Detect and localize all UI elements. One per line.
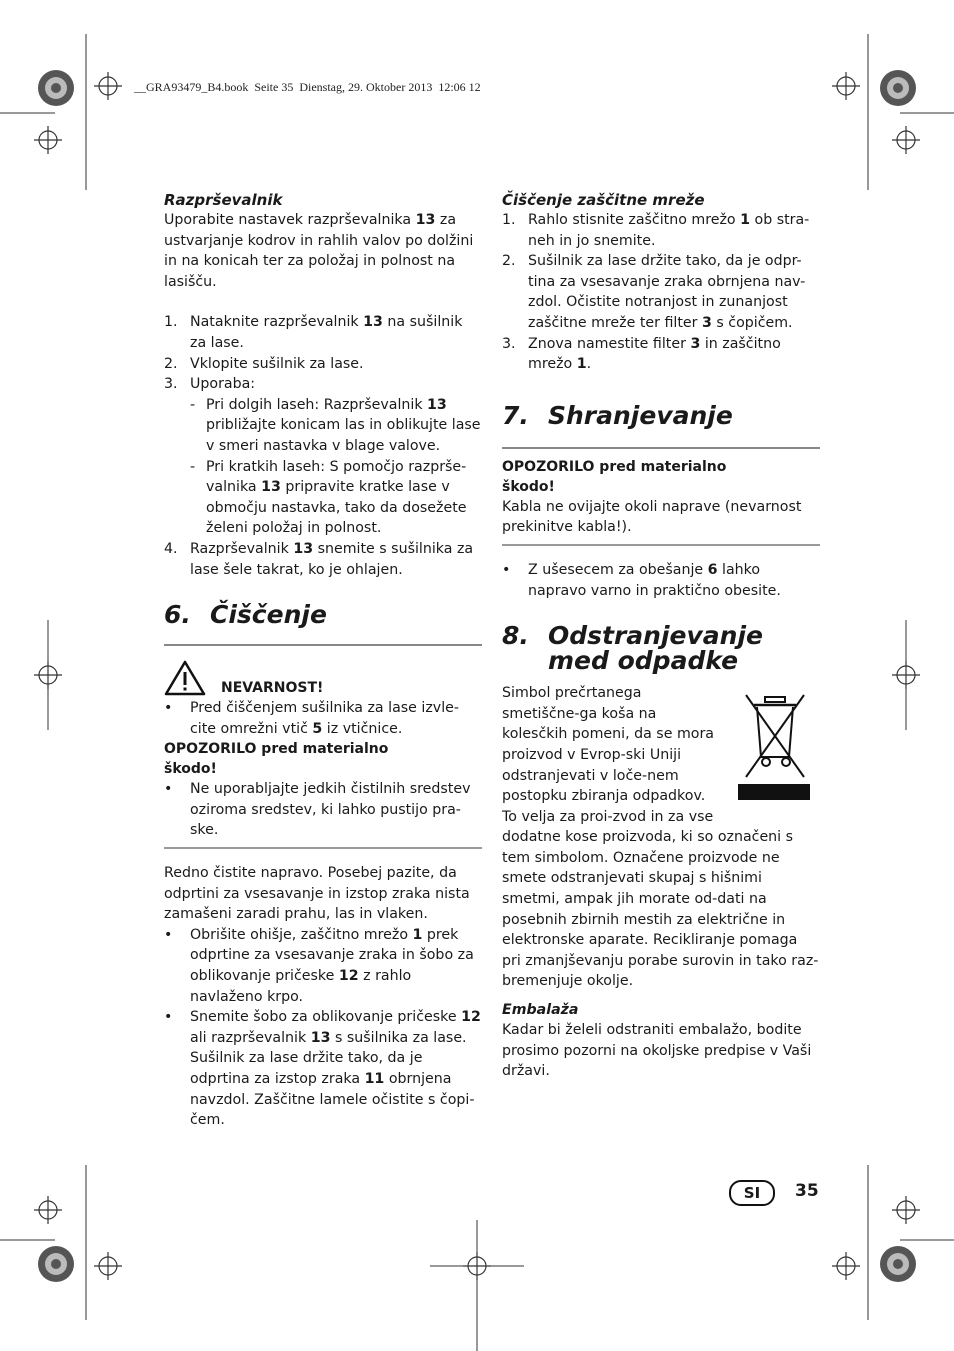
list-item: 3. Uporaba: [164,376,256,393]
list-item: 1. Nataknite razprševalnik 13 na sušilnik za lase. [164,314,463,351]
list-item: 2. Sušilnik za lase držite tako, da je odpr-tina za vsesavanje zraka obrnjena nav-zdol. Očistite notranjost in zunanjost zaščitne mreže ter filter 3 s čopičem. [502,253,806,331]
left-column [164,190,482,1131]
list-item: • Pred čiščenjem sušilnika za lase izvle-cite omrežni vtič 5 iz vtičnice. [164,700,459,737]
disposal-block [502,683,820,992]
razprsevalnik-steps [164,312,482,394]
mesh-steps [502,210,820,375]
packaging-title: Embalaža [502,1002,579,1019]
disposal-text: Simbol prečrtanega smetiščne-ga koša na kolesčkih pomeni, da se mora proizvod v Evrop-ski Uniji odstranjevati v loče-nem postopku zbiranja odpadkov. To velja za proi-zvod in za vse dodatne kose proizvoda, ki so označeni s tem simbolom. Označene proizvode ne smete odstranjevati skupaj s hišnimi smetmi, ampak jih morate od-dati na posebnih zbirnih mestih za električne in elektronske aparate. Recikliranje pomaga pri zmanjševanju porabe surovin in tako raz-bremenjuje okolje. [502,685,819,990]
caution-title: OPOZORILO pred materialno škodo! [502,458,727,495]
warning-triangle-icon [164,660,206,696]
crossed-bin-icon [730,685,820,810]
cleaning-intro: Redno čistite napravo. Posebej pazite, da odprtini za vsesavanje in izstop zraka nista zamašeni zaradi prahu, las in vlaken. [164,865,470,923]
list-item: • Ne uporabljajte jedkih čistilnih sredstev oziroma sredstev, ki lahko pustijo pra-ske. [164,781,471,839]
list-item: • Z ušesecem za obešanje 6 lahko napravo varno in praktično obesite. [502,561,781,599]
print-header: __GRA93479_B4.book Seite 35 Dienstag, 29. Oktober 2013 12:06 12 [134,80,481,94]
list-item: • Snemite šobo za oblikovanje pričeske 12 ali razprševalnik 13 s sušilnika za lase. Sušilnik za lase držite tako, da je odprtina za izstop zraka 11 obrnjena navzdol. Zaščitne lamele očistite s čopi-čem. [164,1009,481,1129]
section-title-shranjevanje: 7. Shranjevanje [502,400,733,430]
danger-header [164,658,482,698]
right-column [502,190,820,1082]
list-item: 4. Razprševalnik 13 snemite s sušilnika za lase šele takrat, ko je ohlajen. [164,540,474,578]
razprsevalnik-intro: Uporabite nastavek razprševalnika 13 za ustvarjanje kodrov in rahlih valov po dolžini in na konicah ter za položaj in polnost na lasišču. [164,212,474,290]
caution-text: Kabla ne ovijajte okoli naprave (nevarnost prekinitve kabla!). [502,498,802,536]
packaging-text: Kadar bi želeli odstraniti embalažo, bodite prosimo pozorni na okoljske predpise v Vaši državi. [502,1022,812,1080]
sub-list-item: - Pri dolgih laseh: Razprševalnik 13 približajte konicam las in oblikujte lase v smeri nastavka v blage valove. [190,396,481,454]
page-number: 35 [795,1181,819,1201]
list-item: 3. Znova namestite filter 3 in zaščitno mrežo 1. [502,335,781,373]
danger-label: NEVARNOST! [221,680,324,697]
language-badge: SI [729,1180,775,1206]
sub-list-item: - Pri kratkih laseh: S pomočjo razprše-valnika 13 pripravite kratke lase v območju nastavka, tako da dosežete želeni položaj in polnost. [190,458,467,537]
storage-list [502,560,820,601]
cleaning-list [164,925,482,1131]
list-item: 2. Vklopite sušilnik za lase. [164,355,364,372]
caution-title: OPOZORILO pred materialno škodo! [164,741,389,778]
section-subtitle-razprsevalnik: Razprševalnik [164,191,283,209]
danger-list [164,698,482,739]
list-item: 1. Rahlo stisnite zaščitno mrežo 1 ob stra-neh in jo snemite. [502,212,810,249]
section-title-ciscenje: 6. Čiščenje [164,600,327,630]
list-item: • Obrišite ohišje, zaščitno mrežo 1 prek odprtine za vsesavanje zraka in šobo za oblikovanje pričeske 12 z rahlo navlaženo krpo. [164,926,474,1005]
section-title-odstranjevanje: 8. Odstranjevanje med odpadke [502,621,763,676]
section-subtitle-mesh: Čiščenje zaščitne mreže [502,191,705,209]
caution-list [164,779,482,841]
